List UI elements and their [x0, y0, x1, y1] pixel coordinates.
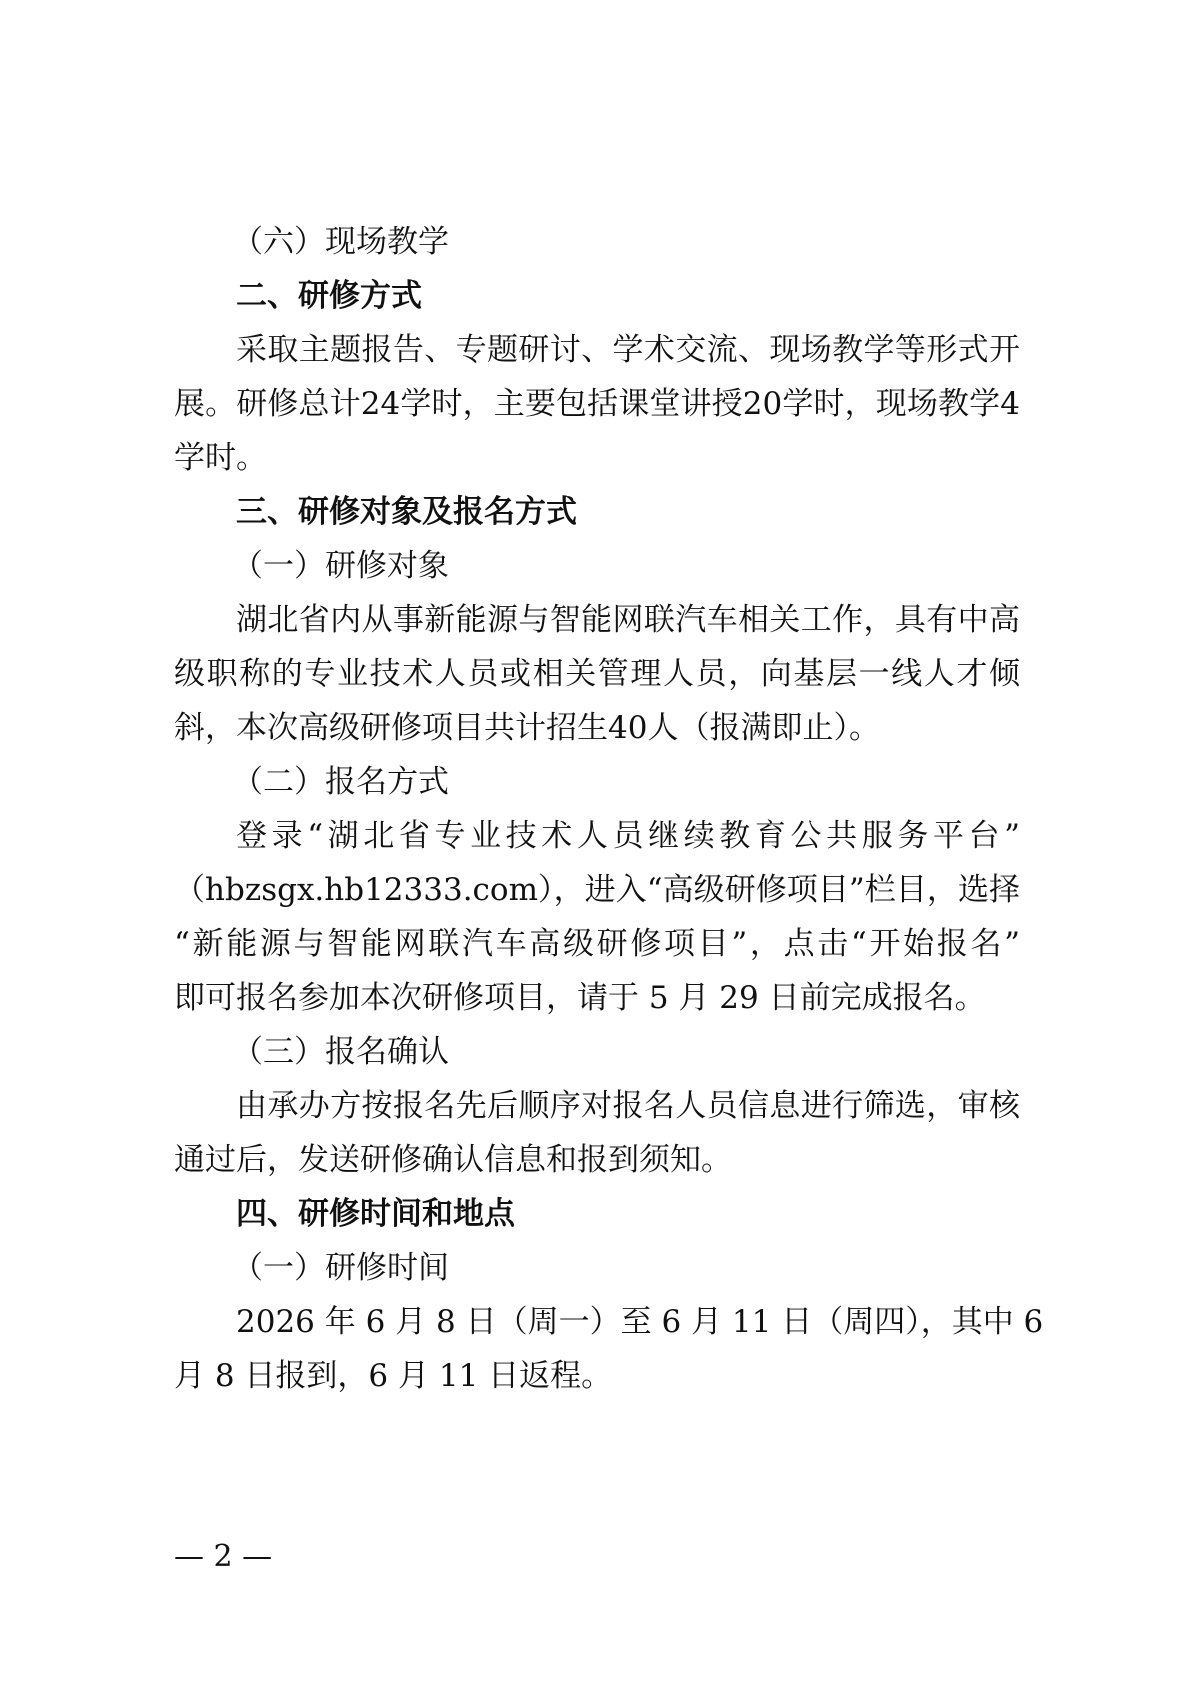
heading-three: 三、研修对象及报名方式 — [236, 494, 577, 530]
method-paragraph-line-3: 学时。 — [174, 440, 267, 476]
target-paragraph-line-2: 级职称的专业技术人员或相关管理人员，向基层一线人才倾 — [174, 656, 1020, 692]
heading-four: 四、研修时间和地点 — [236, 1196, 515, 1232]
confirm-paragraph-line-2: 通过后，发送研修确认信息和报到须知。 — [174, 1142, 732, 1178]
signup-paragraph-line-3: “新能源与智能网联汽车高级研修项目”，点击“开始报名” — [174, 926, 1020, 962]
method-paragraph-line-2: 展。研修总计24学时，主要包括课堂讲授20学时，现场教学4 — [174, 386, 1020, 422]
method-paragraph-line-1: 采取主题报告、专题研讨、学术交流、现场教学等形式开 — [236, 332, 1020, 368]
section-item-six: （六）现场教学 — [232, 224, 449, 260]
target-paragraph-line-3: 斜，本次高级研修项目共计招生40人（报满即止）。 — [174, 710, 880, 746]
time-paragraph-line-1: 2026 年 6 月 8 日（周一）至 6 月 11 日（周四），其中 6 — [236, 1304, 1044, 1340]
heading-two: 二、研修方式 — [236, 278, 422, 314]
page-number: — 2 — — [174, 1539, 273, 1574]
target-paragraph-line-1: 湖北省内从事新能源与智能网联汽车相关工作，具有中高 — [236, 602, 1020, 638]
subheading-time: （一）研修时间 — [232, 1250, 449, 1286]
subheading-signup: （二）报名方式 — [232, 764, 449, 800]
time-paragraph-line-2: 月 8 日报到，6 月 11 日返程。 — [174, 1358, 613, 1394]
signup-paragraph-line-1: 登录“湖北省专业技术人员继续教育公共服务平台” — [236, 818, 1020, 854]
subheading-target: （一）研修对象 — [232, 548, 449, 584]
subheading-confirm: （三）报名确认 — [232, 1034, 449, 1070]
confirm-paragraph-line-1: 由承办方按报名先后顺序对报名人员信息进行筛选，审核 — [236, 1088, 1020, 1124]
signup-paragraph-line-4: 即可报名参加本次研修项目，请于 5 月 29 日前完成报名。 — [174, 980, 986, 1016]
signup-paragraph-line-2: （hbzsgx.hb12333.com），进入“高级研修项目”栏目，选择 — [174, 872, 1020, 908]
